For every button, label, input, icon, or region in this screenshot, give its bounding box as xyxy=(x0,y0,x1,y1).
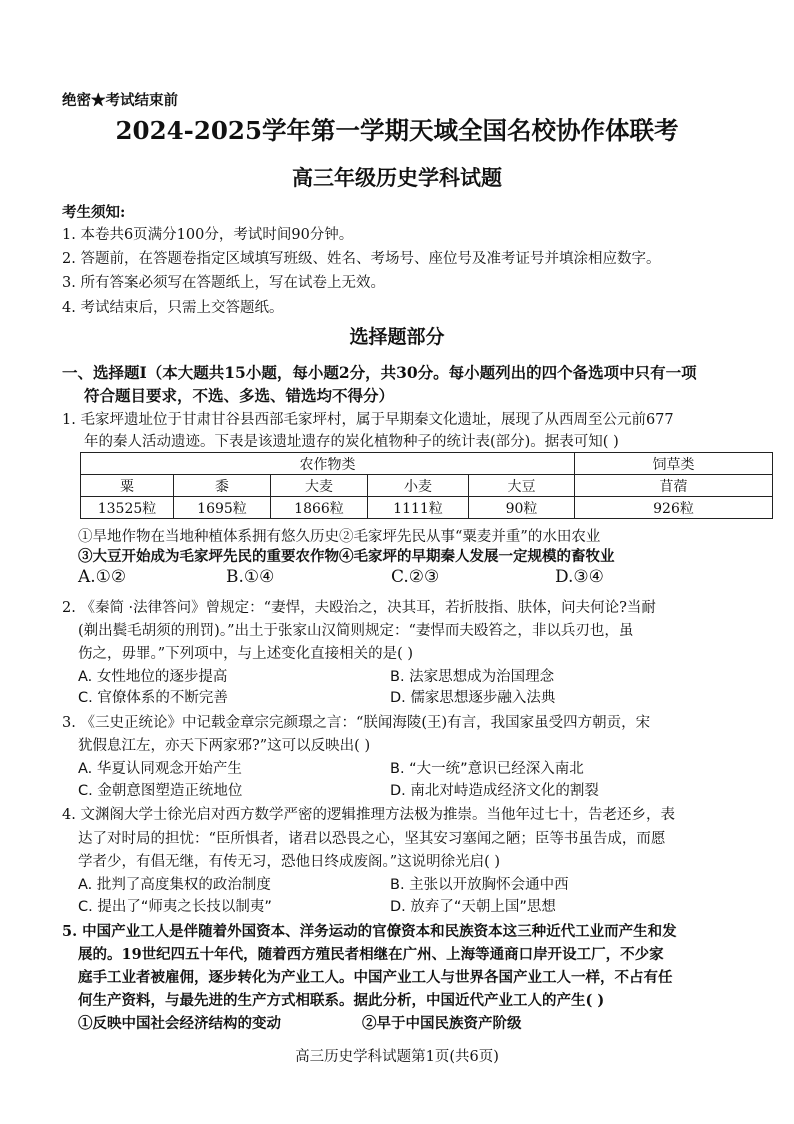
page-footer: 高三历史学科试题第1页(共6页) xyxy=(295,1049,499,1065)
notice-item: 1. 本卷共6页满分100分，考试时间90分钟。 xyxy=(62,227,354,243)
q4-stem: 4. 文渊阁大学士徐光启对西方数学严密的逻辑推理方法极为推崇。当他年过七十，告老还乡，表 xyxy=(62,807,675,823)
q1-stem-cont: 年的秦人活动遗迹。下表是该遗址遗存的炭化植物种子的统计表(部分)。据表可知( ) xyxy=(84,434,619,450)
q4-stem-cont: 学者少，有倡无继，有传无习，恐他日终成废阁。”这说明徐光启( ) xyxy=(78,854,501,870)
table-header: 黍 xyxy=(174,475,271,497)
q4-option-d: D. 放弃了“天朝上国”思想 xyxy=(390,899,556,915)
table-group-crops: 农作物类 xyxy=(81,453,575,475)
q1-option-c: C.②③ xyxy=(391,567,440,587)
q5-stem-cont: 何生产资料，与最先进的生产方式相联系。据此分析，中国近代产业工人的产生( ) xyxy=(78,992,605,1009)
q2-option-a: A. 女性地位的逐步提高 xyxy=(78,669,228,685)
q3-option-b: B. “大一统”意识已经深入南北 xyxy=(390,761,584,777)
q3-option-d: D. 南北对峙造成经济文化的割裂 xyxy=(390,783,599,799)
notice-item: 3. 所有答案必须写在答题纸上，写在试卷上无效。 xyxy=(62,275,385,291)
q1-option-d: D.③④ xyxy=(555,567,604,587)
q2-stem-cont: (剃出鬓毛胡须的刑罚)。”出土于张家山汉简则规定：“妻悍而夫殴笞之，非以兵刃也，虽 xyxy=(78,623,634,639)
q3-stem-cont: 犹假息江左，亦天下两家邪?”这可以反映出( ) xyxy=(78,738,371,754)
q1-stem: 1. 毛家坪遗址位于甘肃甘谷县西部毛家坪村，属于早期秦文化遗址，展现了从西周至公元前677 xyxy=(62,412,674,428)
table-header: 粟 xyxy=(81,475,174,497)
notice-item: 4. 考试结束后，只需上交答题纸。 xyxy=(62,300,284,316)
table-cell: 1866粒 xyxy=(271,497,368,519)
part-instructions-cont: 符合题目要求，不选、多选、错选均不得分） xyxy=(84,386,395,405)
q1-statements: ①旱地作物在当地种植体系拥有悠久历史②毛家坪先民从事“粟麦并重”的水田农业 xyxy=(78,529,601,545)
table-cell: 13525粒 xyxy=(81,497,174,519)
q4-option-a: A. 批判了高度集权的政治制度 xyxy=(78,877,271,893)
q5-statement-2: ②早于中国民族资产阶级 xyxy=(362,1015,522,1032)
q5-stem: 5. 中国产业工人是伴随着外国资本、洋务运动的官僚资本和民族资本这三种近代工业而产生和发 xyxy=(62,923,677,940)
q4-option-b: B. 主张以开放胸怀会通中西 xyxy=(390,877,569,893)
q2-option-b: B. 法家思想成为治国理念 xyxy=(390,669,555,685)
table-row xyxy=(81,497,773,519)
exam-subtitle: 高三年级历史学科试题 xyxy=(292,165,502,190)
exam-title: 2024-2025学年第一学期天域全国名校协作体联考 xyxy=(115,116,679,145)
part-instructions: 一、选择题Ⅰ（本大题共15小题，每小题2分，共30分。每小题列出的四个备选项中只有一项 xyxy=(62,363,697,382)
notice-heading: 考生须知: xyxy=(62,204,126,221)
table-header-row xyxy=(81,475,773,497)
q3-stem: 3. 《三史正统论》中记载金章宗完颜璟之言：“朕闻海陵(王)有言，我国家虽受四方朝贡，宋 xyxy=(62,715,651,731)
table-header: 大豆 xyxy=(469,475,575,497)
table-header: 大麦 xyxy=(271,475,368,497)
seed-table xyxy=(80,452,773,519)
q1-option-a: A.①② xyxy=(78,567,127,587)
table-header: 小麦 xyxy=(368,475,469,497)
q2-option-d: D. 儒家思想逐步融入法典 xyxy=(390,690,556,706)
q1-statements: ③大豆开始成为毛家坪先民的重要农作物④毛家坪的早期秦人发展一定规模的畜牧业 xyxy=(78,548,615,565)
table-header: 苜蓿 xyxy=(575,475,773,497)
table-cell: 926粒 xyxy=(575,497,773,519)
table-cell: 1695粒 xyxy=(174,497,271,519)
table-cell: 90粒 xyxy=(469,497,575,519)
q1-option-b: B.①④ xyxy=(226,567,275,587)
confidential-label: 绝密★考试结束前 xyxy=(62,92,178,109)
q5-stem-cont: 展的。19世纪四五十年代，随着西方殖民者相继在广州、上海等通商口岸开设工厂，不少家 xyxy=(78,946,664,963)
table-group-forage: 饲草类 xyxy=(575,453,773,475)
q2-option-c: C. 官僚体系的不断完善 xyxy=(78,690,228,706)
q3-option-c: C. 金朝意图塑造正统地位 xyxy=(78,783,243,799)
q3-option-a: A. 华夏认同观念开始产生 xyxy=(78,761,242,777)
section-title: 选择题部分 xyxy=(349,326,445,348)
q4-option-c: C. 提出了“师夷之长技以制夷” xyxy=(78,899,272,915)
q2-stem-cont: 伤之，毋罪。”下列项中，与上述变化直接相关的是( ) xyxy=(78,646,414,662)
q5-statement-1: ①反映中国社会经济结构的变动 xyxy=(78,1015,281,1032)
q4-stem-cont: 达了对时局的担忧：“臣所惧者，诸君以恐畏之心，坚其安习塞闻之陋；臣等书虽告成，而愿 xyxy=(78,831,666,847)
notice-item: 2. 答题前，在答题卷指定区域填写班级、姓名、考场号、座位号及准考证号并填涂相应数字。 xyxy=(62,251,661,267)
table-cell: 1111粒 xyxy=(368,497,469,519)
q5-stem-cont: 庭手工业者被雇佣，逐步转化为产业工人。中国产业工人与世界各国产业工人一样，不占有任 xyxy=(78,969,673,986)
q2-stem: 2. 《秦简 ·法律答问》曾规定：“妻悍，夫殴治之，决其耳，若折肢指、肤体，问夫何论?当耐 xyxy=(62,600,656,616)
